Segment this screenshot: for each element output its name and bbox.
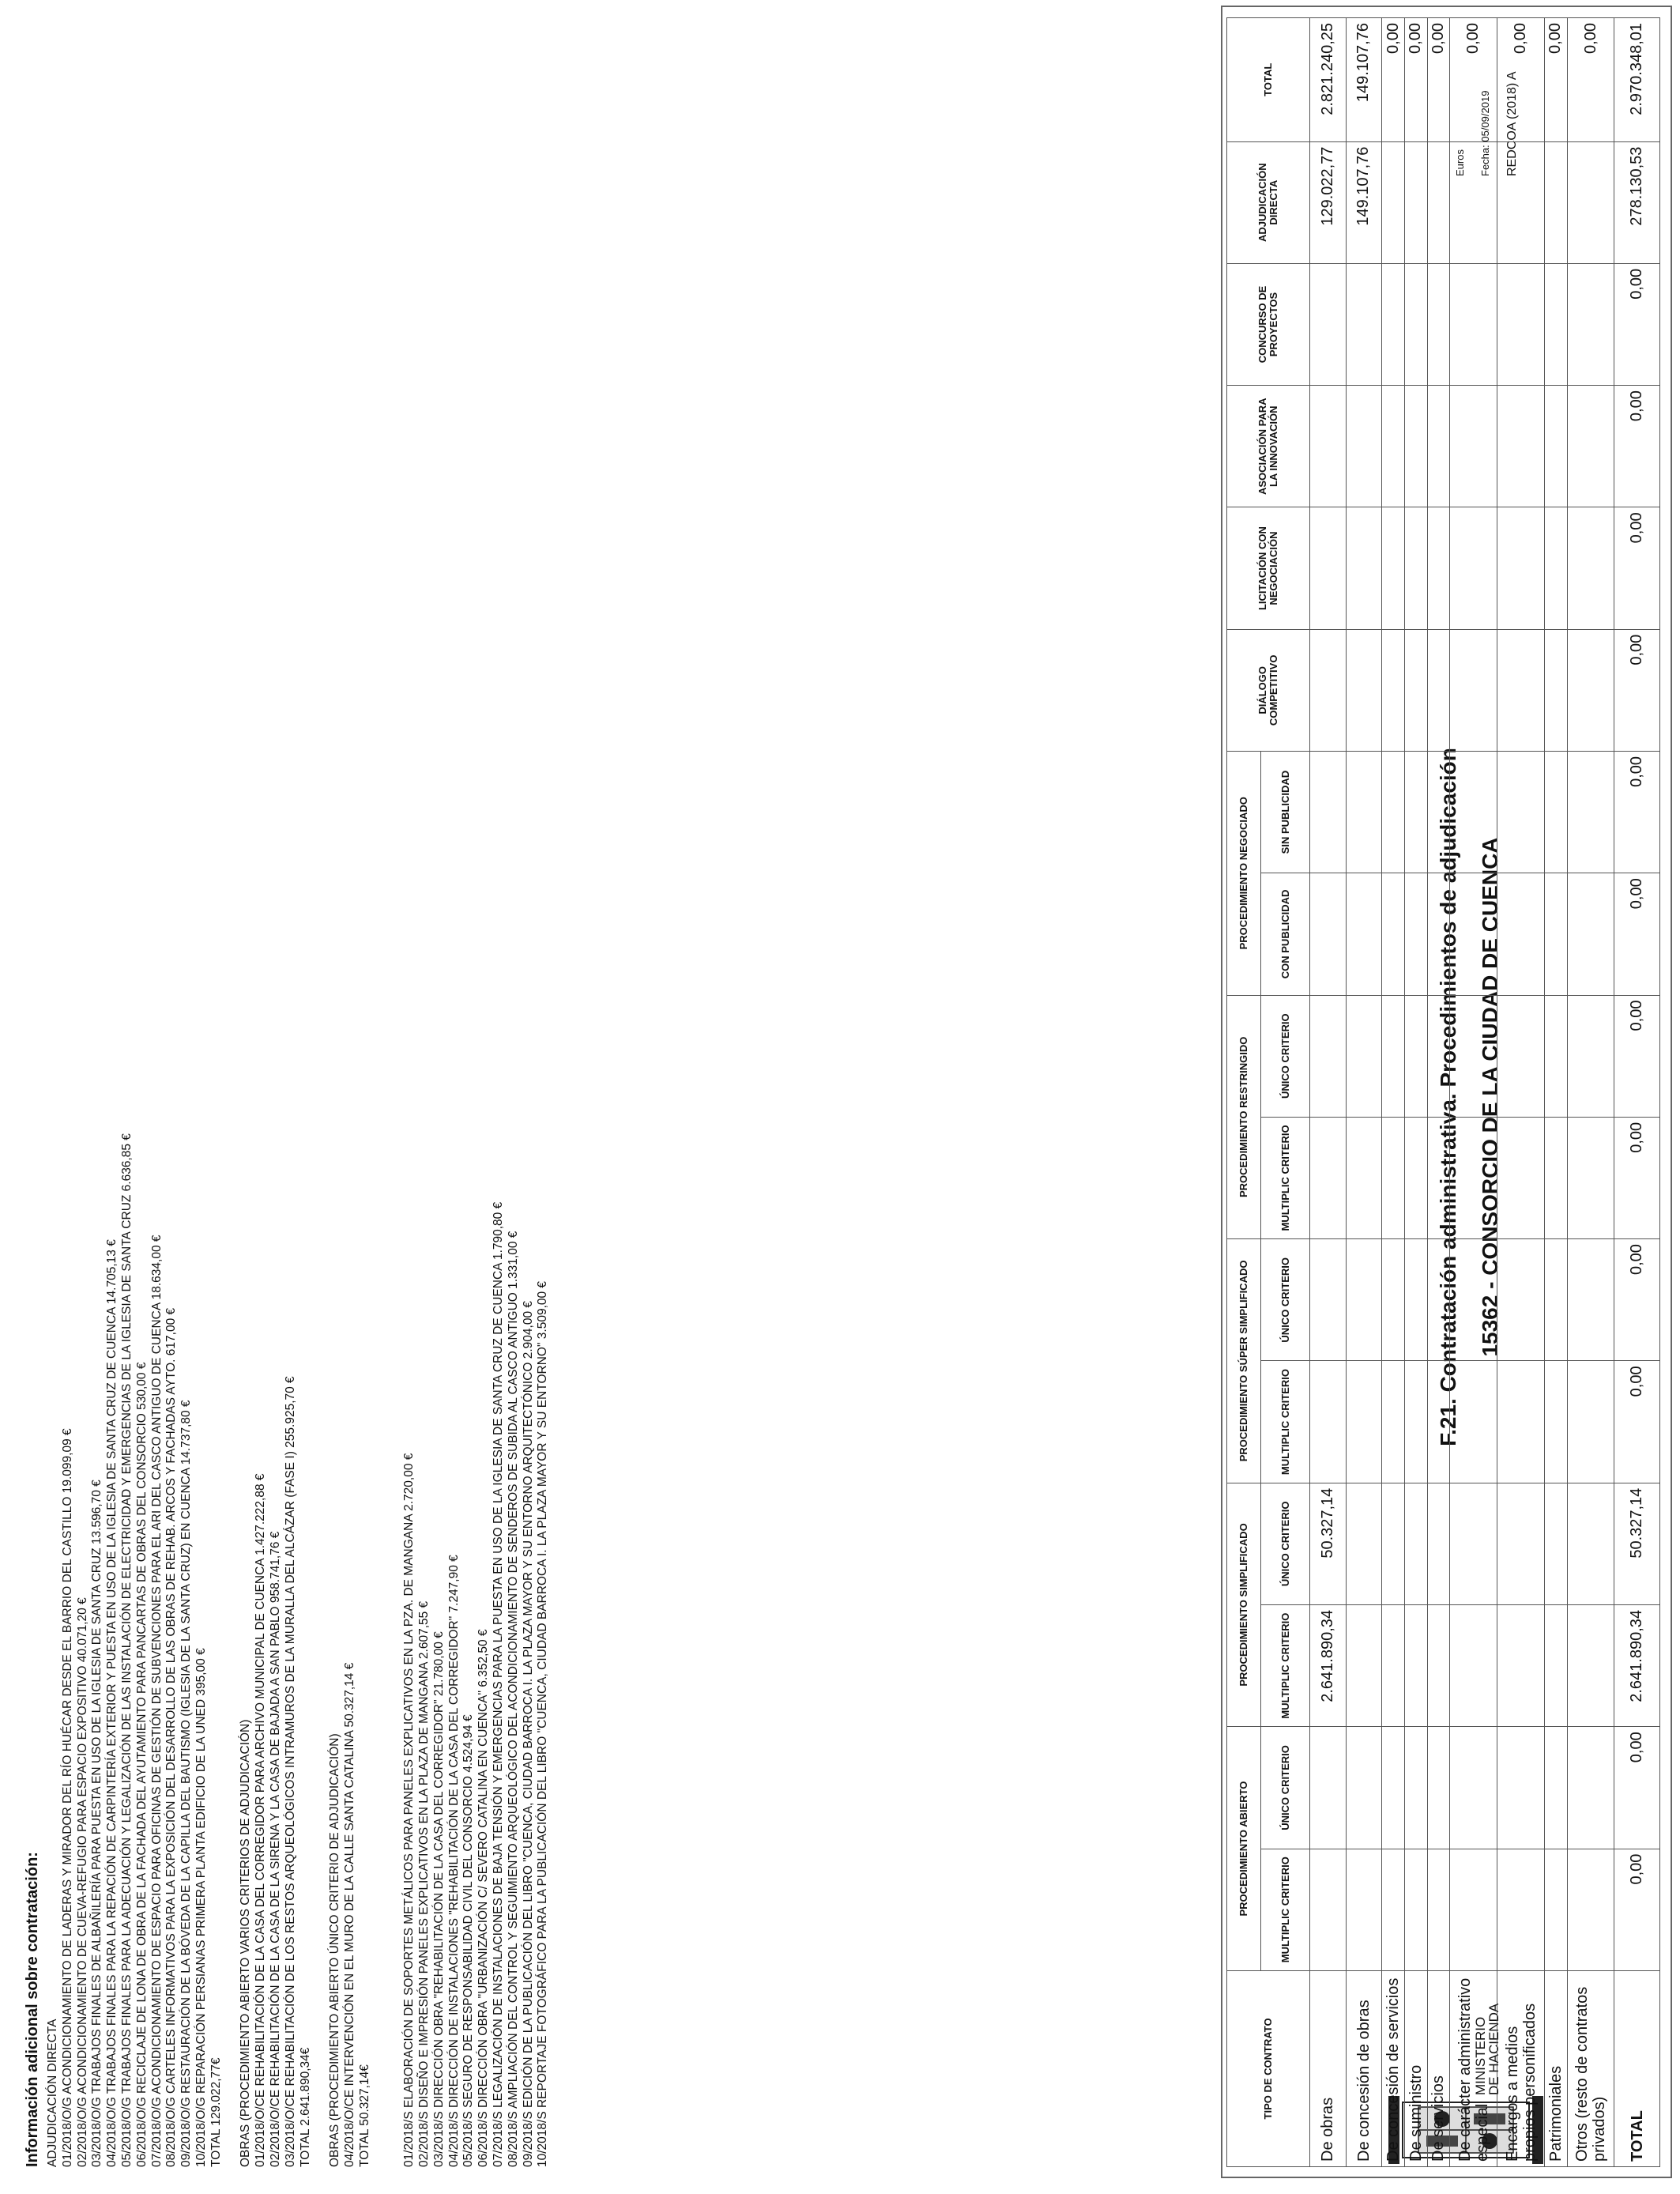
- total-cell: 278.130,53: [1614, 141, 1660, 263]
- additional-info: [22, 982, 1215, 2167]
- table-cell: 2.641.890,34: [1310, 1604, 1346, 1726]
- total-cell: 0,00: [1614, 1361, 1660, 1483]
- table-cell: [1310, 386, 1346, 507]
- header-negociado: PROCEDIMIENTO NEGOCIADO: [1227, 751, 1261, 995]
- table-cell: [1544, 873, 1567, 995]
- table-row: [1382, 18, 1405, 2167]
- total-cell: 0,00: [1614, 1117, 1660, 1238]
- notes-line: ADJUDICACIÓN DIRECTA: [46, 2019, 59, 2167]
- table-cell: [1450, 1483, 1497, 1604]
- table-cell: [1497, 1849, 1545, 1970]
- table-cell: [1544, 141, 1567, 263]
- table-cell: [1382, 995, 1405, 1117]
- table-cell: [1382, 263, 1405, 385]
- sub-con-publicidad: CON PUBLICIDAD: [1261, 873, 1310, 995]
- table-cell: [1382, 1727, 1405, 1849]
- table-cell: [1427, 386, 1450, 507]
- notes-line: 03/2018/S DIRECCIÓN OBRA "REHABILITACIÓN DE LA CASA DEL CORREGIDOR" 21.780,00 €: [431, 1631, 446, 2167]
- notes-line: 04/2018/O/G TRABAJOS FINALES PARA LA REPACIÓN DE CARPINTERÍA EXTERIOR Y PUESTA EN USO DE LA IGLESIA DE SANTA CRUZ DE CUENCA 14.705,13 €: [105, 1239, 119, 2167]
- table-cell: [1427, 1483, 1450, 1604]
- notes-heading: Información adicional sobre contratación:: [24, 1852, 41, 2167]
- table-cell: [1382, 1483, 1405, 1604]
- sub-unico: ÚNICO CRITERIO: [1261, 1483, 1310, 1604]
- notes-line: 04/2018/O/CE INTERVENCIÓN EN EL MURO DE LA CALLE SANTA CATALINA 50.327,14 €: [342, 1662, 356, 2167]
- table-cell: [1346, 1604, 1381, 1726]
- table-cell: [1404, 1361, 1427, 1483]
- table-cell: [1567, 1361, 1614, 1483]
- notes-spacer: [313, 982, 328, 2167]
- row-label: Encargos a medios propios personificados: [1497, 1970, 1545, 2166]
- row-label: De concesión de obras: [1346, 1970, 1381, 2166]
- table-cell: [1544, 1239, 1567, 1361]
- total-cell: 0,00: [1614, 386, 1660, 507]
- table-cell: [1567, 751, 1614, 873]
- notes-line: TOTAL 2.641.890,34€: [298, 2047, 312, 2167]
- table-cell: [1567, 995, 1614, 1117]
- table-cell: [1346, 507, 1381, 629]
- notes-line: 06/2018/S DIRECCIÓN OBRA "URBANIZACIÓN C/ SEVERO CATALINA EN CUENCA" 6.352,50 €: [477, 1629, 491, 2167]
- table-cell: [1427, 995, 1450, 1117]
- table-cell: [1497, 1727, 1545, 1849]
- table-cell: [1310, 263, 1346, 385]
- notes-line: 08/2018/S AMPLIACIÓN DEL CONTROL Y SEGUIMIENTO ARQUEOLÓGICO DEL ACONDICIONAMIENTO DE SENDEROS DE SUBIDA AL CASCO ANTIGUO 1.331,00 €: [506, 1231, 520, 2167]
- table-cell: [1382, 751, 1405, 873]
- sub-multiplic: MULTIPLIC CRITERIO: [1261, 1117, 1310, 1238]
- table-cell: [1346, 263, 1381, 385]
- table-cell: [1346, 1849, 1381, 1970]
- notes-line: 07/2018/O/G ACONDICIONAMIENTO DE ESPACIO PARA OFICINAS DE GESTIÓN DE SUBVENCIONES PARA EL ARI DEL CASCO ANTIGUO DE CUENCA 18.634,00 €: [149, 1235, 164, 2167]
- table-cell: [1567, 1483, 1614, 1604]
- table-cell: [1450, 1604, 1497, 1726]
- table-cell: [1567, 1727, 1614, 1849]
- notes-spacer: [387, 982, 402, 2167]
- header-concurso: CONCURSO DE PROYECTOS: [1227, 263, 1310, 385]
- table-cell: [1544, 1849, 1567, 1970]
- table-cell: [1310, 1849, 1346, 1970]
- currency-label: Euros: [1454, 149, 1466, 176]
- table-cell: [1382, 629, 1405, 751]
- table-row: [1404, 18, 1427, 2167]
- row-label: De concesión de servicios: [1382, 1970, 1405, 2166]
- table-cell: [1450, 1239, 1497, 1361]
- row-label: Otros (resto de contratos privados): [1567, 1970, 1614, 2166]
- notes-line: 08/2018/O/G CARTELES INFORMATIVOS PARA LA EXPOSICIÓN DEL DESARROLLO DE LAS OBRAS DE REHAB. ARCOS Y FACHADAS AYTO. 617,00 €: [164, 1307, 179, 2167]
- notes-spacer: [224, 982, 239, 2167]
- table-cell: 0,00: [1404, 18, 1427, 142]
- table-cell: [1346, 1361, 1381, 1483]
- notes-line: 02/2018/O/CE REHABILITACIÓN DE LA CASA DE LA SIRENA Y LA CASA DE BAJADA A SAN PABLO 958.741,76 €: [268, 1531, 282, 2167]
- table-cell: [1310, 873, 1346, 995]
- total-cell: 2.641.890,34: [1614, 1604, 1660, 1726]
- total-cell: 0,00: [1614, 995, 1660, 1117]
- table-cell: [1497, 263, 1545, 385]
- row-label: Patrimoniales: [1544, 1970, 1567, 2166]
- total-cell: 0,00: [1614, 751, 1660, 873]
- header-restringido: PROCEDIMIENTO RESTRINGIDO: [1227, 995, 1261, 1239]
- page-subtitle: F.21. Contratación administrativa. Procedimientos de adjudicación: [1436, 748, 1460, 1446]
- total-label: TOTAL: [1614, 1970, 1660, 2166]
- table-cell: [1404, 751, 1427, 873]
- table-cell: [1450, 1117, 1497, 1238]
- table-cell: [1404, 1727, 1427, 1849]
- notes-line: 02/2018/O/G ACONDICIONAMIENTO DE CUEVA-REFUGIO PARA ESPACIO EXPOSITIVO 40.071,20 €: [75, 1597, 89, 2167]
- notes-line: 06/2018/O/G RECICLAJE DE LONA DE OBRA DE LA FACHADA DEL AYUTAMIENTO PARA PANCARTAS DE OBRAS DEL CONSORCIO 530,00 €: [134, 1362, 149, 2167]
- table-cell: [1382, 1604, 1405, 1726]
- header-simplificado: PROCEDIMIENTO SIMPLIFICADO: [1227, 1483, 1261, 1727]
- table-cell: [1310, 751, 1346, 873]
- notes-line: 09/2018/O/G RESTAURACIÓN DE LA BÓVEDA DE LA CAPILLA DEL BAUTISMO (IGLESIA DE LA SANTA CRUZ) EN CUENCA 14.737,80 €: [179, 1400, 194, 2167]
- table-cell: [1450, 1849, 1497, 1970]
- table-cell: [1544, 995, 1567, 1117]
- total-cell: 0,00: [1614, 263, 1660, 385]
- table-cell: [1427, 507, 1450, 629]
- header-dialogo: DIÁLOGO COMPETITIVO: [1227, 629, 1310, 751]
- table-cell: [1382, 386, 1405, 507]
- table-cell: [1404, 1483, 1427, 1604]
- notes-line: 10/2018/S REPORTAJE FOTOGRÁFICO PARA LA PUBLICACIÓN DEL LIBRO "CUENCA, CIUDAD BARROCA I. LA PLAZA MAYOR Y SU ENTORNO" 3.509,00 €: [536, 1280, 550, 2167]
- table-cell: [1544, 263, 1567, 385]
- total-cell: 0,00: [1614, 1849, 1660, 1970]
- table-cell: [1310, 995, 1346, 1117]
- table-cell: [1346, 386, 1381, 507]
- notes-line: 10/2018/O/G REPARACIÓN PERSIANAS PRIMERA PLANTA EDIFICIO DE LA UNED 395,00 €: [194, 1648, 208, 2167]
- table-cell: [1497, 386, 1545, 507]
- notes-line: 05/2018/O/G TRABAJOS FINALES PARA LA ADECUACIÓN Y LEGALIZACIÓN DE LAS INSTALACIÓN DE ELECTRICIDAD Y EMERGENCIAS DE LA IGLESIA DE SANTA CRUZ 6.636,85 €: [119, 1133, 134, 2167]
- table-cell: [1567, 141, 1614, 263]
- table-cell: [1450, 629, 1497, 751]
- notes-line: 03/2018/O/G TRABAJOS FINALES DE ALBAÑILERÍA PARA PUESTA EN USO DE LA IGLESIA DE SANTA CRUZ 13.596,70 €: [90, 1480, 104, 2167]
- table-cell: [1544, 1361, 1567, 1483]
- table-row: [1544, 18, 1567, 2167]
- row-label: De suministro: [1404, 1970, 1427, 2166]
- header-total: TOTAL: [1227, 18, 1310, 142]
- notes-line: 01/2018/S ELABORACIÓN DE SOPORTES METÁLICOS PARA PANELES EXPLICATIVOS EN LA PZA. DE MANGANA 2.720,00 €: [402, 1453, 416, 2167]
- table-cell: [1382, 1361, 1405, 1483]
- table-cell: [1497, 629, 1545, 751]
- table-cell: [1310, 1117, 1346, 1238]
- table-cell: 129.022,77: [1310, 141, 1346, 263]
- table-cell: [1427, 1117, 1450, 1238]
- total-cell: 0,00: [1614, 1239, 1660, 1361]
- notes-line: OBRAS (PROCEDIMIENTO ABIERTO ÚNICO CRITERIO DE ADJUDICACIÓN): [328, 1733, 342, 2167]
- table-cell: [1404, 386, 1427, 507]
- table-cell: [1450, 1361, 1497, 1483]
- notes-spacer: [373, 982, 388, 2167]
- table-cell: [1382, 507, 1405, 629]
- table-cell: 0,00: [1382, 18, 1405, 142]
- header-asociacion: ASOCIACIÓN PARA LA INNOVACIÓN: [1227, 386, 1310, 507]
- table-cell: [1450, 386, 1497, 507]
- table-cell: [1450, 1727, 1497, 1849]
- table-cell: [1567, 386, 1614, 507]
- sub-unico: ÚNICO CRITERIO: [1261, 1727, 1310, 1849]
- table-cell: [1450, 263, 1497, 385]
- sub-multiplic: MULTIPLIC CRITERIO: [1261, 1361, 1310, 1483]
- table-cell: [1346, 1727, 1381, 1849]
- table-cell: [1346, 1483, 1381, 1604]
- table-cell: [1404, 141, 1427, 263]
- table-cell: [1427, 1361, 1450, 1483]
- total-cell: 0,00: [1614, 507, 1660, 629]
- table-cell: 0,00: [1427, 18, 1450, 142]
- table-cell: [1544, 1117, 1567, 1238]
- table-cell: [1310, 1727, 1346, 1849]
- table-cell: [1567, 629, 1614, 751]
- table-cell: [1427, 1239, 1450, 1361]
- notes-line: 09/2018/S EDICIÓN DE LA PUBLICACIÓN DEL LIBRO "CUENCA, CIUDAD BARROCA I. LA PLAZA MAYOR Y SU ENTORNO ARQUITECTÓNICO 2.904,00 €: [521, 1300, 535, 2167]
- table-cell: [1497, 1483, 1545, 1604]
- total-cell: 0,00: [1614, 629, 1660, 751]
- row-label: De obras: [1310, 1970, 1346, 2166]
- row-label: De carácter administrativo especial: [1450, 1970, 1497, 2166]
- table-cell: [1567, 1117, 1614, 1238]
- table-cell: [1346, 629, 1381, 751]
- table-cell: [1310, 507, 1346, 629]
- total-cell: 2.970.348,01: [1614, 18, 1660, 142]
- table-cell: [1567, 1239, 1614, 1361]
- table-cell: [1404, 507, 1427, 629]
- table-cell: 149.107,76: [1346, 18, 1381, 142]
- table-cell: [1497, 1604, 1545, 1726]
- notes-line: 02/2018/S DISEÑO E IMPRESIÓN PANELES EXPLICATIVOS EN LA PLAZA DE MANGANA 2.607,55 €: [416, 1600, 431, 2167]
- table-cell: [1404, 995, 1427, 1117]
- table-cell: [1544, 629, 1567, 751]
- sub-multiplic: MULTIPLIC CRITERIO: [1261, 1604, 1310, 1726]
- table-cell: [1382, 141, 1405, 263]
- notes-line: 05/2018/S SEGURO DE RESPONSABILIDAD CIVIL DEL CONSORCIO 4.524,94 €: [461, 1714, 476, 2167]
- table-cell: [1497, 1361, 1545, 1483]
- procedures-table: [1226, 17, 1660, 2167]
- table-cell: [1497, 141, 1545, 263]
- table-cell: [1544, 751, 1567, 873]
- table-cell: [1567, 1604, 1614, 1726]
- table-cell: [1450, 141, 1497, 263]
- table-cell: [1544, 1727, 1567, 1849]
- table-cell: [1346, 995, 1381, 1117]
- header-abierto: PROCEDIMIENTO ABIERTO: [1227, 1727, 1261, 1971]
- sub-sin-publicidad: SIN PUBLICIDAD: [1261, 751, 1310, 873]
- table-row: [1497, 18, 1545, 2167]
- table-cell: [1567, 873, 1614, 995]
- notes-line: 03/2018/O/CE REHABILITACIÓN DE LOS RESTOS ARQUEOLÓGICOS INTRAMUROS DE LA MURALLA DEL ALCÁZAR (FASE I) 255.925,70 €: [283, 1376, 297, 2167]
- total-cell: 50.327,14: [1614, 1483, 1660, 1604]
- table-row: [1567, 18, 1614, 2167]
- notes-line: TOTAL 129.022,77€: [209, 2057, 223, 2167]
- table-cell: [1310, 1361, 1346, 1483]
- table-cell: 2.821.240,25: [1310, 18, 1346, 142]
- notes-line: OBRAS (PROCEDIMIENTO ABIERTO VARIOS CRITERIOS DE ADJUDICACIÓN): [239, 1719, 253, 2167]
- notes-line: 04/2018/S DIRECCIÓN DE INSTALACIONES "REHABILITACIÓN DE LA CASA DEL CORREGIDOR" 7.247,90 €: [446, 1555, 461, 2167]
- header-licitacion: LICITACIÓN CON NEGOCIACIÓN: [1227, 507, 1310, 629]
- table-cell: [1497, 507, 1545, 629]
- table-cell: [1404, 1239, 1427, 1361]
- row-label: De servicios: [1427, 1970, 1450, 2166]
- table-cell: [1346, 1239, 1381, 1361]
- report-date: Fecha: 05/09/2019: [1479, 90, 1491, 176]
- table-cell: [1404, 629, 1427, 751]
- notes-line: TOTAL 50.327,14€: [357, 2064, 371, 2167]
- table-cell: [1404, 263, 1427, 385]
- table-cell: [1382, 873, 1405, 995]
- table-cell: [1497, 995, 1545, 1117]
- report-code: REDCOA (2018) A: [1505, 71, 1519, 176]
- table-cell: 149.107,76: [1346, 141, 1381, 263]
- table-cell: [1567, 1849, 1614, 1970]
- table-cell: [1497, 1239, 1545, 1361]
- table-cell: [1450, 751, 1497, 873]
- table-row: [1427, 18, 1450, 2167]
- table-cell: 50.327,14: [1310, 1483, 1346, 1604]
- table-cell: 0,00: [1544, 18, 1567, 142]
- table-cell: [1382, 1117, 1405, 1238]
- table-row: [1310, 18, 1346, 2167]
- notes-line: 01/2018/O/CE REHABILITACIÓN DE LA CASA DEL CORREGIDOR PARA ARCHIVO MUNICIPAL DE CUENCA 1.427.222,88 €: [254, 1473, 268, 2167]
- table-cell: [1404, 1849, 1427, 1970]
- table-row: [1346, 18, 1381, 2167]
- table-cell: [1544, 507, 1567, 629]
- table-cell: [1346, 1117, 1381, 1238]
- table-cell: [1497, 873, 1545, 995]
- table-cell: [1427, 629, 1450, 751]
- table-cell: [1310, 629, 1346, 751]
- total-cell: 0,00: [1614, 873, 1660, 995]
- table-cell: [1567, 263, 1614, 385]
- table-row: [1450, 18, 1497, 2167]
- table-cell: [1404, 873, 1427, 995]
- total-row: [1614, 18, 1660, 2167]
- sub-multiplic: MULTIPLIC CRITERIO: [1261, 1849, 1310, 1970]
- header-tipo: TIPO DE CONTRATO: [1227, 1970, 1310, 2166]
- table-cell: [1346, 873, 1381, 995]
- table-cell: [1346, 751, 1381, 873]
- table-cell: [1404, 1117, 1427, 1238]
- table-cell: [1427, 1727, 1450, 1849]
- table-cell: [1382, 1849, 1405, 1970]
- notes-line: 07/2018/S LEGALIZACIÓN DE INSTALACIONES DE BAJA TENSIÓN Y EMERGENCIAS PARA LA PUESTA EN USO DE LA IGLESIA DE SANTA CRUZ DE CUENCA 1.790,80 €: [491, 1201, 505, 2167]
- table-cell: [1310, 1239, 1346, 1361]
- table-cell: [1567, 507, 1614, 629]
- table-cell: 0,00: [1450, 18, 1497, 142]
- sub-unico: ÚNICO CRITERIO: [1261, 995, 1310, 1117]
- header-super: PROCEDIMIENTO SÚPER SIMPLIFICADO: [1227, 1239, 1261, 1483]
- table-cell: 0,00: [1497, 18, 1545, 142]
- header-adjudicacion: ADJUDICACIÓN DIRECTA: [1227, 141, 1310, 263]
- table-cell: [1497, 751, 1545, 873]
- table-cell: [1450, 873, 1497, 995]
- table-cell: [1427, 751, 1450, 873]
- table-cell: [1544, 1604, 1567, 1726]
- table-cell: [1427, 1604, 1450, 1726]
- sub-unico: ÚNICO CRITERIO: [1261, 1239, 1310, 1361]
- notes-line: 01/2018/O/G ACONDICIONAMIENTO DE LADERAS Y MIRADOR DEL RÍO HUÉCAR DESDE EL BARRIO DEL CASTILLO 19.099,09 €: [60, 1428, 74, 2167]
- table-cell: [1427, 141, 1450, 263]
- table-cell: [1427, 873, 1450, 995]
- table-cell: [1497, 1117, 1545, 1238]
- total-cell: 0,00: [1614, 1727, 1660, 1849]
- table-cell: [1450, 995, 1497, 1117]
- table-cell: [1427, 1849, 1450, 1970]
- page-title: 15362 - CONSORCIO DE LA CIUDAD DE CUENCA: [1478, 837, 1502, 1357]
- table-cell: [1544, 386, 1567, 507]
- ministry-label: MINISTERIO DE HACIENDA: [1473, 2003, 1501, 2095]
- table-cell: [1450, 507, 1497, 629]
- table-cell: [1544, 1483, 1567, 1604]
- table-cell: 0,00: [1567, 18, 1614, 142]
- table-cell: [1382, 1239, 1405, 1361]
- table-cell: [1427, 263, 1450, 385]
- table-cell: [1404, 1604, 1427, 1726]
